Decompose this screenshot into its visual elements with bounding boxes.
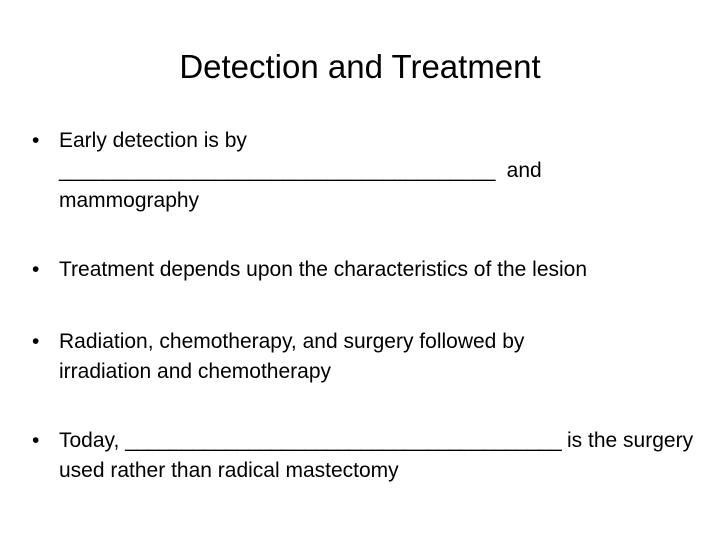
bullet-text: [59, 126, 698, 216]
bullet-text-after: is the surgery used rather than radical mastectomy: [59, 429, 694, 482]
bullet-text: [59, 426, 698, 486]
fill-in-blank: _______________________________________: [59, 159, 495, 182]
bullet-treatment: [32, 255, 698, 285]
bullet-text-end: mammography: [59, 189, 200, 212]
bullet-dot: •: [32, 129, 40, 152]
bullet-dot: •: [32, 429, 40, 452]
bullet-text: Treatment depends upon the characteristics of the lesion: [59, 258, 588, 281]
bullet-early-detection: [32, 126, 698, 216]
bullet-radiation: [32, 327, 698, 387]
bullet-dot: •: [32, 330, 40, 353]
slide-title: Detection and Treatment: [179, 48, 541, 85]
bullet-text-before: Today,: [59, 429, 120, 452]
bullet-today: [32, 426, 698, 486]
bullet-text: Radiation, chemotherapy, and surgery followed by irradiation and chemotherapy: [59, 330, 525, 383]
bullet-dot: •: [32, 258, 40, 281]
fill-in-blank: _______________________________________: [125, 429, 562, 452]
bullet-text-after: and: [506, 159, 542, 182]
bullet-text-before: Early detection is by: [59, 129, 247, 152]
